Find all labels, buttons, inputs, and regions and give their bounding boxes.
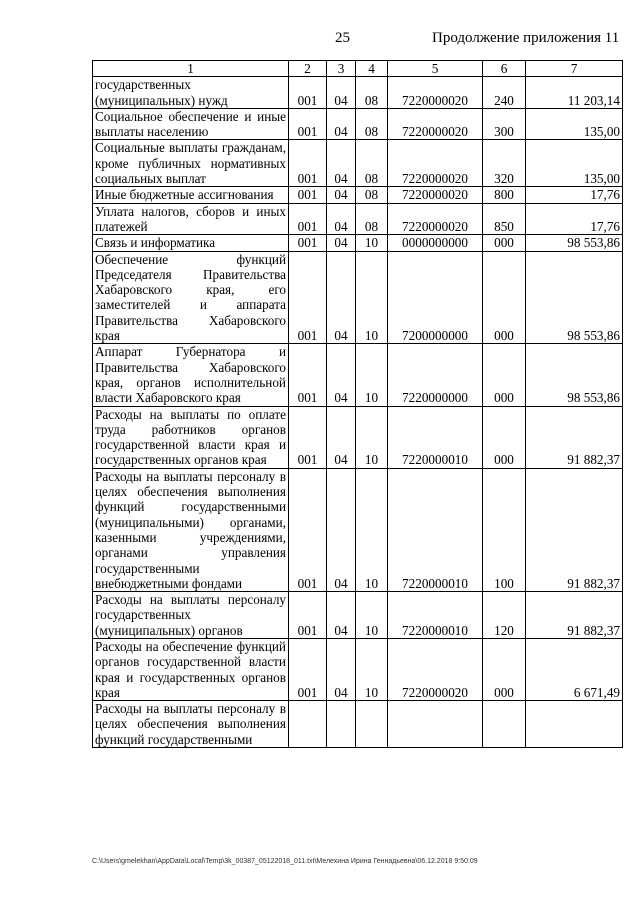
code-cell: 7220000010 [388,406,483,468]
amount-cell: 17,76 [526,203,623,235]
amount-cell: 98 553,86 [526,235,623,251]
table-header-row [93,61,623,77]
table-row [93,592,623,639]
code-cell: 001 [289,344,327,406]
code-cell: 001 [289,203,327,235]
code-cell: 10 [356,344,388,406]
continuation-label: Продолжение приложения 11 [432,30,620,46]
code-cell: 04 [327,235,356,251]
code-cell: 001 [289,140,327,187]
column-header: 6 [483,61,526,77]
table-row [93,235,623,251]
code-cell [289,701,327,748]
code-cell [483,701,526,748]
code-cell: 04 [327,468,356,591]
code-cell: 10 [356,638,388,700]
code-cell: 04 [327,406,356,468]
table-row [93,108,623,140]
code-cell: 7220000020 [388,108,483,140]
code-cell: 10 [356,235,388,251]
code-cell: 10 [356,406,388,468]
code-cell: 08 [356,187,388,203]
amount-cell: 98 553,86 [526,251,623,344]
code-cell: 320 [483,140,526,187]
amount-cell: 17,76 [526,187,623,203]
amount-cell: 98 553,86 [526,344,623,406]
table-row [93,406,623,468]
code-cell: 10 [356,468,388,591]
code-cell: 240 [483,77,526,109]
code-cell: 7220000020 [388,140,483,187]
row-label: Расходы на выплаты персоналу в целях обеспечения выполнения функций государственными (муниципальными) органами, казенными учреждениями, органами управления государственными внебюджетными фондами [93,468,289,591]
code-cell: 04 [327,344,356,406]
code-cell: 7220000010 [388,592,483,639]
code-cell: 04 [327,77,356,109]
row-label: Расходы на выплаты персоналу государственных (муниципальных) органов [93,592,289,639]
row-label: Социальные выплаты гражданам, кроме публичных нормативных социальных выплат [93,140,289,187]
row-label: Расходы на выплаты персоналу в целях обеспечения выполнения функций государственными [93,701,289,748]
code-cell: 800 [483,187,526,203]
table-row [93,251,623,344]
code-cell: 04 [327,592,356,639]
table-row [93,638,623,700]
code-cell: 7220000020 [388,638,483,700]
code-cell: 001 [289,187,327,203]
amount-cell: 6 671,49 [526,638,623,700]
code-cell: 08 [356,77,388,109]
code-cell: 001 [289,108,327,140]
code-cell: 08 [356,140,388,187]
code-cell: 08 [356,108,388,140]
table-row [93,344,623,406]
page-number: 25 [335,30,350,46]
code-cell: 120 [483,592,526,639]
column-header: 5 [388,61,483,77]
code-cell: 04 [327,638,356,700]
row-label: Уплата налогов, сборов и иных платежей [93,203,289,235]
code-cell: 7200000000 [388,251,483,344]
amount-cell: 135,00 [526,140,623,187]
code-cell: 7220000000 [388,344,483,406]
amount-cell: 91 882,37 [526,592,623,639]
amount-cell [526,701,623,748]
amount-cell: 11 203,14 [526,77,623,109]
table-row [93,701,623,748]
code-cell: 001 [289,235,327,251]
column-header: 1 [93,61,289,77]
code-cell: 7220000020 [388,187,483,203]
table-row [93,203,623,235]
row-label: Аппарат Губернатора и Правительства Хабаровского края, органов исполнительной власти Хабаровского края [93,344,289,406]
code-cell: 000 [483,235,526,251]
table-row [93,468,623,591]
code-cell: 04 [327,187,356,203]
row-label: Расходы на выплаты по оплате труда работников органов государственной власти края и государственных органов края [93,406,289,468]
code-cell: 000 [483,251,526,344]
table-row [93,140,623,187]
code-cell: 000 [483,406,526,468]
table-row [93,187,623,203]
code-cell: 001 [289,406,327,468]
code-cell: 04 [327,140,356,187]
code-cell: 10 [356,251,388,344]
code-cell: 850 [483,203,526,235]
row-label: Расходы на обеспечение функций органов государственной власти края и государственных органов края [93,638,289,700]
code-cell [327,701,356,748]
row-label: Социальное обеспечение и иные выплаты населению [93,108,289,140]
amount-cell: 135,00 [526,108,623,140]
code-cell: 100 [483,468,526,591]
code-cell: 04 [327,108,356,140]
table-row [93,77,623,109]
row-label: Иные бюджетные ассигнования [93,187,289,203]
code-cell: 000 [483,344,526,406]
code-cell: 7220000010 [388,468,483,591]
column-header: 3 [327,61,356,77]
column-header: 4 [356,61,388,77]
code-cell: 001 [289,592,327,639]
code-cell [388,701,483,748]
code-cell: 001 [289,468,327,591]
budget-table [92,60,623,748]
amount-cell: 91 882,37 [526,406,623,468]
code-cell: 04 [327,251,356,344]
code-cell [356,701,388,748]
row-label: Обеспечение функций Председателя Правительства Хабаровского края, его заместителей и аппарата Правительства Хабаровского края [93,251,289,344]
code-cell: 001 [289,251,327,344]
code-cell: 04 [327,203,356,235]
code-cell: 08 [356,203,388,235]
footer-file-path: C:\Users\gmelekhan\AppData\Local\Temp\3k_00387_05122018_011.txt\Мелехина Ирина Геннадьевна\06.12.2018 9:50:09 [92,858,478,865]
code-cell: 001 [289,77,327,109]
code-cell: 10 [356,592,388,639]
amount-cell: 91 882,37 [526,468,623,591]
code-cell: 7220000020 [388,77,483,109]
row-label: государственных (муниципальных) нужд [93,77,289,109]
code-cell: 0000000000 [388,235,483,251]
column-header: 2 [289,61,327,77]
code-cell: 001 [289,638,327,700]
column-header: 7 [526,61,623,77]
code-cell: 7220000020 [388,203,483,235]
code-cell: 000 [483,638,526,700]
code-cell: 300 [483,108,526,140]
row-label: Связь и информатика [93,235,289,251]
